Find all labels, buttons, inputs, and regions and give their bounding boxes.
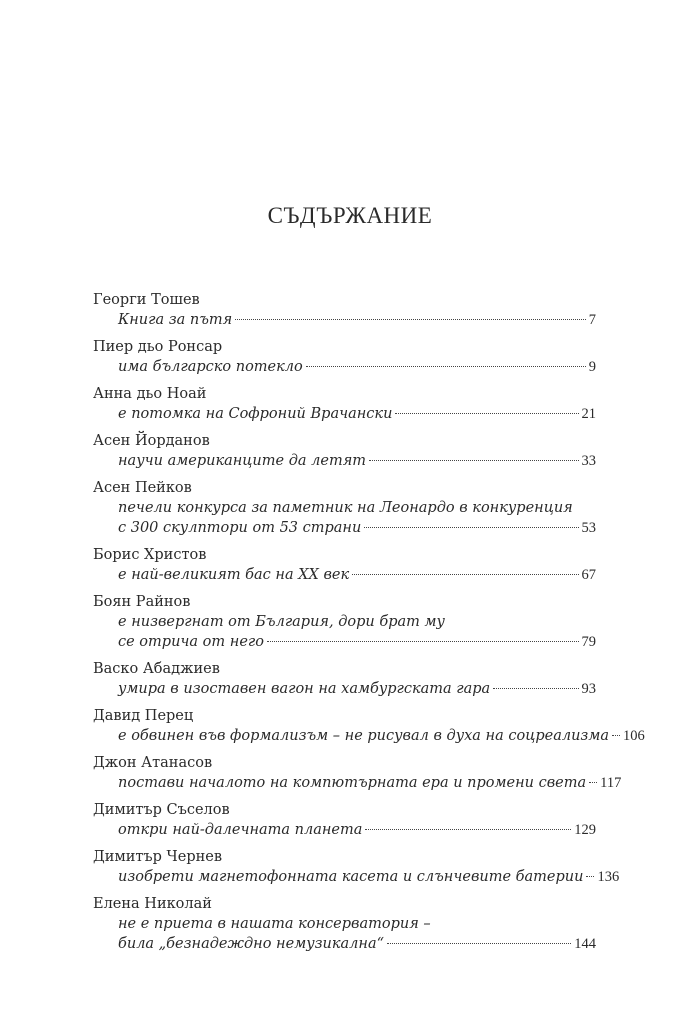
toc-entry-title-line: не е приета в нашата консерватория – — [118, 916, 431, 932]
toc-entry — [93, 800, 596, 840]
toc-entry-title: има българско потекло — [118, 359, 303, 375]
toc-entry — [93, 545, 596, 585]
toc-entry-page-number: 129 — [574, 822, 596, 838]
toc-entry-title-line-last — [118, 773, 622, 793]
page-title: СЪДЪРЖАНИЕ — [267, 203, 433, 228]
toc-entry-page-number: 53 — [581, 520, 596, 536]
toc-entry-title: изобрети магнетофонната касета и слънчевите батерии — [118, 869, 584, 885]
toc-entry-title-line-last — [118, 679, 596, 699]
toc-entry-title: с 300 скулптори от 53 страни — [118, 520, 362, 536]
toc-entry-page-number: 79 — [581, 634, 596, 650]
toc-entry-author: Димитър Съселов — [93, 802, 230, 818]
toc-entry-title-line: печели конкурса за паметник на Леонардо в конкуренция — [118, 500, 573, 516]
toc-entry-title-line-last — [118, 518, 596, 538]
toc-entry-title: е обвинен във формализъм – не рисувал в духа на соцреализма — [118, 728, 609, 744]
dot-leader — [493, 688, 578, 689]
toc-entry-page-number: 106 — [622, 728, 645, 744]
toc-entry — [93, 753, 622, 793]
toc-entry-author: Елена Николай — [93, 896, 212, 912]
toc-entry-page-number: 144 — [574, 936, 596, 952]
toc-entry — [93, 290, 596, 330]
toc-entry-title: е най-великият бас на XX век — [118, 567, 350, 583]
toc-entry-title-line: е низвергнат от България, дори брат му — [118, 614, 445, 630]
toc-entry-author: Георги Тошев — [93, 292, 200, 308]
toc-entry-title: се отрича от него — [118, 634, 264, 650]
toc-entry-title: била „безнадеждно немузикална“ — [118, 936, 385, 952]
dot-leader — [306, 366, 586, 367]
toc-entry — [93, 894, 596, 954]
toc-entry-title-line-last — [118, 867, 620, 887]
toc-entry-title: е потомка на Софроний Врачански — [118, 406, 393, 422]
toc-entry-title: откри най-далечната планета — [118, 822, 363, 838]
toc-entry-title: умира в изоставен вагон на хамбургската гара — [118, 681, 491, 697]
dot-leader — [365, 829, 571, 830]
table-of-contents — [93, 290, 645, 961]
toc-entry-author: Джон Атанасов — [93, 755, 213, 771]
dot-leader — [235, 319, 586, 320]
toc-entry-page-number: 9 — [588, 359, 596, 375]
toc-entry-author: Пиер дьо Ронсар — [93, 339, 223, 355]
toc-entry-author: Боян Райнов — [93, 594, 191, 610]
toc-entry-title-line-last — [118, 565, 596, 585]
toc-entry-page-number: 7 — [588, 312, 596, 328]
toc-entry-page-number: 21 — [581, 406, 596, 422]
toc-entry — [93, 431, 596, 471]
toc-entry — [93, 847, 620, 887]
toc-entry-page-number: 67 — [581, 567, 596, 583]
toc-entry — [93, 706, 645, 746]
toc-entry-author: Борис Христов — [93, 547, 207, 563]
toc-entry-title-line-last — [118, 632, 596, 652]
dot-leader — [589, 782, 597, 783]
dot-leader — [267, 641, 579, 642]
toc-entry-title-line-last — [118, 820, 596, 840]
toc-entry-title-line-last — [118, 310, 596, 330]
toc-entry-author: Анна дьо Ноай — [93, 386, 207, 402]
toc-entry — [93, 478, 596, 538]
toc-entry-page-number: 136 — [597, 869, 620, 885]
dot-leader — [586, 876, 594, 877]
toc-entry-page-number: 33 — [581, 453, 596, 469]
toc-entry-author: Васко Абаджиев — [93, 661, 220, 677]
toc-entry — [93, 659, 596, 699]
toc-entry-title: научи американците да летят — [118, 453, 367, 469]
dot-leader — [387, 943, 571, 944]
dot-leader — [364, 527, 578, 528]
toc-entry-author: Асен Йорданов — [93, 433, 210, 449]
toc-entry-page-number: 93 — [581, 681, 596, 697]
toc-entry — [93, 592, 596, 652]
toc-entry-title-line-last — [118, 357, 596, 377]
toc-entry-author: Давид Перец — [93, 708, 194, 724]
toc-entry-title-line-last — [118, 726, 645, 746]
toc-entry-title-line-last — [118, 404, 596, 424]
toc-entry-author: Димитър Чернев — [93, 849, 223, 865]
toc-entry-page-number: 117 — [600, 775, 622, 791]
toc-entry — [93, 337, 596, 377]
toc-entry-title: Книга за пътя — [118, 312, 233, 328]
toc-entry-title: постави началото на компютърната ера и промени света — [118, 775, 587, 791]
toc-entry-title-line-last — [118, 934, 596, 954]
toc-entry — [93, 384, 596, 424]
dot-leader — [352, 574, 578, 575]
toc-entry-title-line-last — [118, 451, 596, 471]
dot-leader — [395, 413, 578, 414]
dot-leader — [612, 735, 620, 736]
toc-entry-author: Асен Пейков — [93, 480, 192, 496]
dot-leader — [369, 460, 578, 461]
